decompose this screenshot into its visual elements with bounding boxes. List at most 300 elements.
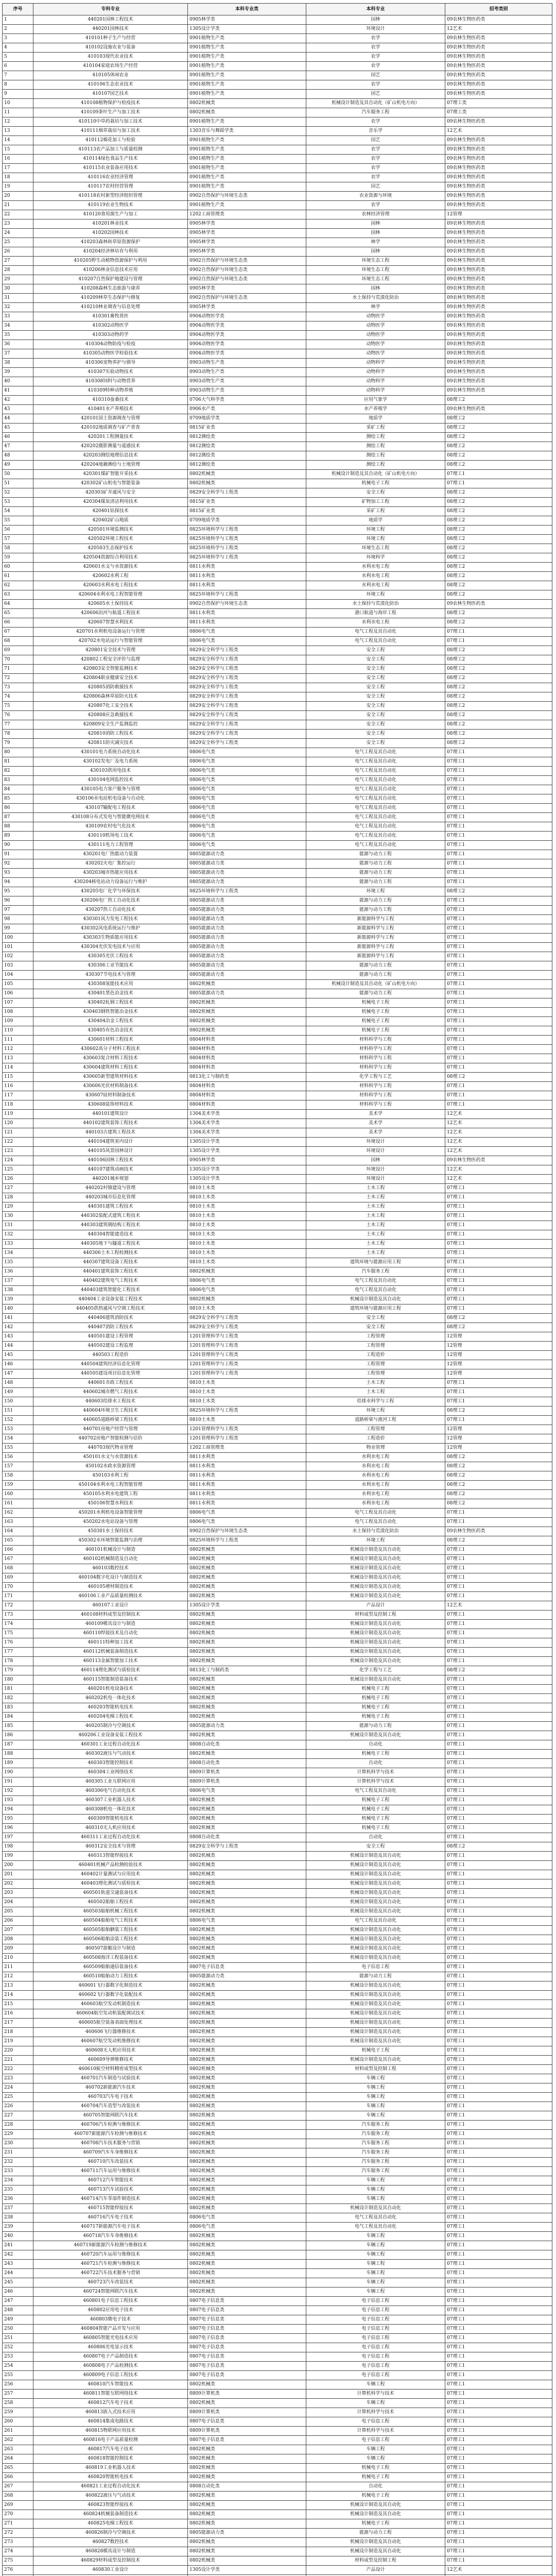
cell-undergrad-major-class: 0804材料类	[188, 1045, 306, 1054]
cell-serial: 18	[3, 173, 33, 182]
cell-undergrad-major-class: 0811水利类	[188, 1490, 306, 1499]
cell-undergrad-major: 机械设计制造及其自动化	[306, 2056, 445, 2065]
cell-junior-college-major: 410309特种动物养殖	[33, 386, 188, 396]
table-row	[3, 832, 552, 841]
cell-serial: 147	[3, 1369, 33, 1379]
cell-undergrad-major: 农学	[306, 53, 445, 62]
cell-junior-college-major: 460109模具设计与制造	[33, 1620, 188, 1629]
cell-serial: 252	[3, 2343, 33, 2352]
cell-junior-college-major: 410202园林技术	[33, 229, 188, 238]
cell-undergrad-major-class: 0825环境科学与工程类	[188, 544, 306, 553]
cell-junior-college-major: 430405有色冶金技术	[33, 1026, 188, 1036]
cell-undergrad-major: 水土保持与荒漠化防治	[306, 294, 445, 303]
cell-junior-college-major: 460707新能源汽车检测与维修技术	[33, 2130, 188, 2139]
table-row	[3, 2287, 552, 2297]
cell-undergrad-major: 机械设计制造及其自动化	[306, 1638, 445, 1648]
cell-undergrad-major-class: 0815矿业类	[188, 423, 306, 433]
cell-junior-college-major: 460801电子信息工程技术	[33, 2297, 188, 2306]
cell-junior-college-major: 440407消防工程技术	[33, 1323, 188, 1332]
cell-serial: 64	[3, 600, 33, 609]
cell-undergrad-major: 机械设计制造及其自动化	[306, 1295, 445, 1304]
cell-serial: 49	[3, 461, 33, 470]
cell-junior-college-major: 410204经济林培育与利用	[33, 247, 188, 257]
cell-serial: 232	[3, 2158, 33, 2167]
cell-undergrad-major: 工程管理	[306, 1332, 445, 1342]
cell-undergrad-major-class: 0902自然保护与环境生态类	[188, 294, 306, 303]
cell-serial: 262	[3, 2436, 33, 2445]
cell-junior-college-major: 440703现代物业管理	[33, 1444, 188, 1453]
table-row	[3, 2427, 552, 2436]
table-row	[3, 1648, 552, 1657]
cell-undergrad-major: 电气工程及其自动化	[306, 822, 445, 832]
cell-undergrad-major-class: 0829安全科学与工程类	[188, 692, 306, 702]
cell-serial: 255	[3, 2371, 33, 2380]
cell-exam-category: 09农林生物医药类	[445, 173, 552, 182]
cell-junior-college-major: 420203测绘地理信息技术	[33, 451, 188, 461]
cell-undergrad-major-class: 0905林学类	[188, 229, 306, 238]
cell-exam-category: 07理工1	[445, 1202, 552, 1212]
cell-exam-category: 09农林生物医药类	[445, 145, 552, 155]
cell-undergrad-major: 安全工程	[306, 1314, 445, 1323]
cell-junior-college-major: 410302动物医学	[33, 321, 188, 331]
cell-undergrad-major: 安全工程	[306, 1323, 445, 1332]
cell-exam-category: 07理工1	[445, 1379, 552, 1388]
cell-junior-college-major: 460401机械产品检测检验技术	[33, 1861, 188, 1870]
cell-undergrad-major: 机械设计制造及其自动化	[306, 1657, 445, 1666]
cell-undergrad-major: 机械设计制造及其自动化	[306, 1592, 445, 1601]
cell-exam-category: 07理工1	[445, 2325, 552, 2334]
cell-undergrad-major-class: 0802机械类	[188, 2278, 306, 2287]
cell-serial: 167	[3, 1555, 33, 1564]
table-row	[3, 1212, 552, 1221]
cell-exam-category: 09农林生物医药类	[445, 164, 552, 173]
table-row	[3, 2158, 552, 2167]
cell-junior-college-major: 410210林业调查与信息处理	[33, 303, 188, 312]
cell-exam-category: 07理工1	[445, 1731, 552, 1740]
cell-undergrad-major: 机械设计制造及其自动化	[306, 1954, 445, 1963]
cell-undergrad-major: 园林	[306, 284, 445, 294]
cell-junior-college-major: 410111烟草栽培与加工技术	[33, 127, 188, 136]
cell-undergrad-major: 机械设计制造及其自动化	[306, 1555, 445, 1564]
cell-undergrad-major-class: 0904动物医学类	[188, 321, 306, 331]
cell-junior-college-major: 410110中草药栽培与加工技术	[33, 117, 188, 127]
cell-serial: 130	[3, 1212, 33, 1221]
cell-junior-college-major: 440303建筑钢结构工程技术	[33, 1221, 188, 1230]
cell-exam-category: 07理工1	[445, 1879, 552, 1889]
cell-exam-category: 12管理	[445, 1434, 552, 1444]
cell-undergrad-major-class: 0806电气类	[188, 1787, 306, 1796]
cell-undergrad-major: 机械设计制造及其自动化	[306, 1981, 445, 1991]
cell-undergrad-major: 测绘工程	[306, 433, 445, 442]
cell-undergrad-major: 电气工程及其自动化	[306, 1518, 445, 1527]
cell-undergrad-major: 新能源科学与工程	[306, 934, 445, 943]
table-row	[3, 1277, 552, 1286]
table-row	[3, 1379, 552, 1388]
cell-junior-college-major: 420803安全智能监测技术	[33, 665, 188, 674]
cell-junior-college-major: 460301工业过程自动化技术	[33, 1740, 188, 1750]
cell-serial: 179	[3, 1666, 33, 1675]
cell-undergrad-major-class: 0810土木类	[188, 1193, 306, 1202]
cell-undergrad-major-class: 0802机械类	[188, 1805, 306, 1815]
cell-exam-category: 08理工2	[445, 433, 552, 442]
table-row	[3, 229, 552, 238]
cell-serial: 150	[3, 1397, 33, 1406]
cell-serial: 85	[3, 794, 33, 804]
table-row	[3, 1750, 552, 1759]
cell-undergrad-major-class: 0802机械类	[188, 1852, 306, 1861]
cell-junior-college-major: 460605航空装备表面处理技术	[33, 2019, 188, 2028]
cell-serial: 65	[3, 609, 33, 618]
cell-junior-college-major: 430202火电厂集控运行	[33, 859, 188, 869]
cell-exam-category: 07理工1	[445, 1295, 552, 1304]
cell-serial: 139	[3, 1295, 33, 1304]
cell-exam-category: 08理工2	[445, 1481, 552, 1490]
cell-exam-category: 07理工1	[445, 1740, 552, 1750]
table-row	[3, 62, 552, 71]
table-row	[3, 173, 552, 182]
cell-exam-category: 08理工2	[445, 498, 552, 507]
cell-serial: 5	[3, 53, 33, 62]
cell-junior-college-major: 440201园林技术	[33, 25, 188, 34]
cell-undergrad-major: 电气工程及其自动化	[306, 794, 445, 804]
cell-junior-college-major: 440701房地产经营与管理	[33, 1425, 188, 1434]
cell-undergrad-major-class: 0811水利类	[188, 1481, 306, 1490]
table-row	[3, 1128, 552, 1138]
table-row	[3, 1462, 552, 1471]
cell-serial: 199	[3, 1852, 33, 1861]
cell-exam-category: 07理工1	[445, 1564, 552, 1573]
table-row	[3, 896, 552, 906]
cell-undergrad-major-class: 0806电气类	[188, 822, 306, 832]
cell-junior-college-major: 420606治河与航道工程技术	[33, 609, 188, 618]
cell-undergrad-major: 化学工程与工艺	[306, 1666, 445, 1675]
cell-undergrad-major: 地质学	[306, 414, 445, 423]
cell-exam-category: 08理工2	[445, 655, 552, 665]
cell-undergrad-major: 机械设计制造及其自动化	[306, 1870, 445, 1879]
cell-serial: 210	[3, 1954, 33, 1963]
cell-serial: 109	[3, 1017, 33, 1026]
cell-undergrad-major: 机械电子工程	[306, 1713, 445, 1722]
table-row	[3, 1017, 552, 1026]
table-row	[3, 2510, 552, 2519]
table-row	[3, 1175, 552, 1184]
cell-exam-category: 07理工1	[445, 2297, 552, 2306]
cell-serial: 133	[3, 1240, 33, 1249]
cell-exam-category: 08理工2	[445, 711, 552, 720]
cell-undergrad-major: 电气工程及其自动化	[306, 841, 445, 850]
cell-undergrad-major-class: 1305设计学类	[188, 1147, 306, 1156]
cell-undergrad-major-class: 0809计算机类	[188, 2408, 306, 2417]
cell-serial: 243	[3, 2260, 33, 2269]
cell-serial: 264	[3, 2454, 33, 2464]
cell-junior-college-major: 410107园艺技术	[33, 90, 188, 99]
cell-undergrad-major-class: 0809计算机类	[188, 2427, 306, 2436]
cell-undergrad-major-class: 0811水利类	[188, 609, 306, 618]
cell-junior-college-major: 410102设施农业与装备	[33, 43, 188, 53]
cell-serial: 275	[3, 2556, 33, 2566]
cell-undergrad-major-class: 0802机械类	[188, 1703, 306, 1713]
cell-exam-category: 07理工1	[445, 2176, 552, 2185]
cell-serial: 29	[3, 275, 33, 284]
table-row	[3, 2315, 552, 2325]
cell-undergrad-major-class: 0902自然保护与环境生态类	[188, 257, 306, 266]
cell-serial: 117	[3, 1091, 33, 1100]
cell-exam-category: 07理工1	[445, 2315, 552, 2325]
table-row	[3, 451, 552, 461]
cell-undergrad-major-class: 0802机械类	[188, 1731, 306, 1740]
cell-junior-college-major: 460509船舶通信装备技术	[33, 1963, 188, 1972]
cell-undergrad-major: 动物科学	[306, 359, 445, 368]
cell-exam-category: 07理工1	[445, 470, 552, 479]
cell-junior-college-major: 430305光伏工程技术	[33, 952, 188, 961]
cell-junior-college-major: 440502建设工程监理	[33, 1342, 188, 1351]
cell-serial: 256	[3, 2380, 33, 2389]
table-row	[3, 1981, 552, 1991]
cell-junior-college-major: 440401建筑装饰工程技术	[33, 1267, 188, 1277]
table-row	[3, 2389, 552, 2399]
cell-exam-category: 07理工1	[445, 934, 552, 943]
cell-exam-category: 07理工1	[445, 1277, 552, 1286]
cell-serial: 32	[3, 303, 33, 312]
cell-junior-college-major: 460403理化测试与质检技术	[33, 1879, 188, 1889]
cell-undergrad-major-class: 1201管理科学与工程类	[188, 1425, 306, 1434]
cell-junior-college-major: 440603给排水工程技术	[33, 1397, 188, 1406]
cell-undergrad-major: 车辆工程	[306, 2269, 445, 2278]
cell-undergrad-major-class: 0905林学类	[188, 1156, 306, 1165]
cell-undergrad-major-class: 0802机械类	[188, 2102, 306, 2111]
table-row	[3, 1972, 552, 1981]
cell-undergrad-major: 土木工程	[306, 1221, 445, 1230]
cell-undergrad-major: 机械电子工程	[306, 1008, 445, 1017]
cell-undergrad-major: 计算机科学与技术	[306, 1777, 445, 1787]
cell-undergrad-major: 计算机科学与技术	[306, 2389, 445, 2399]
cell-junior-college-major: 410310蚕桑技术	[33, 396, 188, 405]
cell-undergrad-major-class: 0904动物医学类	[188, 340, 306, 349]
table-row	[3, 655, 552, 665]
cell-undergrad-major: 自动化	[306, 1833, 445, 1842]
cell-exam-category: 07理工1	[445, 2056, 552, 2065]
cell-exam-category: 09农林生物医药类	[445, 80, 552, 90]
cell-serial: 142	[3, 1323, 33, 1332]
cell-junior-college-major: 410108植物保护与检疫技术	[33, 99, 188, 108]
cell-undergrad-major-class: 0802机械类	[188, 2167, 306, 2176]
cell-junior-college-major: 460716汽车电子技术	[33, 2213, 188, 2223]
cell-exam-category: 07理工1	[445, 1722, 552, 1731]
cell-undergrad-major: 园艺	[306, 90, 445, 99]
cell-undergrad-major-class: 0802机械类	[188, 479, 306, 488]
cell-exam-category: 07理工1	[445, 906, 552, 915]
cell-exam-category: 07理工1	[445, 1694, 552, 1703]
cell-junior-college-major: 440101建筑设计	[33, 1110, 188, 1119]
cell-undergrad-major-class: 0806电气类	[188, 767, 306, 776]
cell-undergrad-major: 汽车服务工程	[306, 2148, 445, 2158]
cell-junior-college-major: 410208森林生态旅游与康养	[33, 284, 188, 294]
table-body	[3, 15, 552, 2576]
cell-undergrad-major-class: 0804材料类	[188, 1082, 306, 1091]
table-row	[3, 396, 552, 405]
cell-undergrad-major: 能源与动力工程	[306, 906, 445, 915]
cell-serial: 242	[3, 2250, 33, 2260]
cell-undergrad-major: 车辆工程	[306, 2093, 445, 2102]
table-row	[3, 2278, 552, 2287]
cell-exam-category: 07理工1	[445, 2204, 552, 2213]
table-row	[3, 349, 552, 359]
cell-exam-category: 07理工1	[445, 2158, 552, 2167]
cell-exam-category: 07理工1	[445, 776, 552, 785]
table-row	[3, 1815, 552, 1824]
cell-undergrad-major: 自动化	[306, 1740, 445, 1750]
cell-serial: 25	[3, 238, 33, 247]
cell-junior-college-major: 430608装饰材料技术	[33, 1100, 188, 1110]
cell-junior-college-major: 460713汽车试验技术	[33, 2185, 188, 2195]
cell-exam-category: 09农林生物医药类	[445, 1156, 552, 1165]
cell-junior-college-major: 420605水土保持技术	[33, 600, 188, 609]
cell-exam-category: 07理工1	[445, 850, 552, 859]
cell-junior-college-major: 430602高分子材料工程技术	[33, 1045, 188, 1054]
cell-exam-category: 07理工1	[445, 804, 552, 813]
cell-serial: 45	[3, 423, 33, 433]
cell-undergrad-major: 材料科学与工程	[306, 1036, 445, 1045]
cell-serial: 191	[3, 1777, 33, 1787]
cell-junior-college-major: 430105电力客户服务与管理	[33, 785, 188, 794]
cell-undergrad-major-class: 0809计算机类	[188, 1768, 306, 1777]
cell-undergrad-major: 美术学	[306, 1128, 445, 1138]
cell-exam-category: 07理工1	[445, 2093, 552, 2102]
cell-junior-college-major: 440301建筑工程技术	[33, 1202, 188, 1212]
cell-serial: 43	[3, 405, 33, 414]
cell-undergrad-major: 车辆工程	[306, 2278, 445, 2287]
cell-serial: 98	[3, 915, 33, 924]
cell-undergrad-major-class: 0802机械类	[188, 1981, 306, 1991]
cell-undergrad-major: 工程管理	[306, 1360, 445, 1369]
cell-undergrad-major: 材料科学与工程	[306, 1100, 445, 1110]
cell-serial: 245	[3, 2278, 33, 2287]
cell-undergrad-major: 电气工程及其自动化	[306, 832, 445, 841]
cell-serial: 38	[3, 359, 33, 368]
cell-exam-category: 07理工1	[445, 1388, 552, 1397]
cell-serial: 26	[3, 247, 33, 257]
cell-junior-college-major: 450104水利水电工程智能管理	[33, 1481, 188, 1490]
cell-serial: 222	[3, 2065, 33, 2074]
cell-undergrad-major-class: 0802机械类	[188, 2111, 306, 2121]
cell-exam-category: 07理工1	[445, 748, 552, 757]
cell-serial: 144	[3, 1342, 33, 1351]
cell-serial: 198	[3, 1842, 33, 1852]
table-row	[3, 1787, 552, 1796]
cell-exam-category: 07理工1	[445, 767, 552, 776]
cell-junior-college-major: 460816电子产品质量检测	[33, 2436, 188, 2445]
cell-exam-category: 08理工2	[445, 572, 552, 581]
cell-serial: 73	[3, 683, 33, 692]
cell-exam-category: 09农林生物医药类	[445, 1527, 552, 1536]
cell-undergrad-major: 机械设计制造及其自动化	[306, 2019, 445, 2028]
cell-serial: 194	[3, 1805, 33, 1815]
table-row	[3, 1258, 552, 1267]
cell-exam-category: 07理工1	[445, 943, 552, 952]
cell-undergrad-major: 电子信息工程	[306, 2436, 445, 2445]
cell-undergrad-major: 环境工程	[306, 590, 445, 600]
cell-undergrad-major-class: 1305设计学类	[188, 1165, 306, 1175]
cell-undergrad-major-class: 0802机械类	[188, 1954, 306, 1963]
cell-undergrad-major: 车辆工程	[306, 2195, 445, 2204]
cell-junior-college-major: 430206电厂热工自动化技术	[33, 896, 188, 906]
cell-undergrad-major-class: 0802机械类	[188, 2037, 306, 2046]
cell-serial: 270	[3, 2510, 33, 2519]
cell-undergrad-major-class: 0811水利类	[188, 1453, 306, 1462]
cell-exam-category: 09农林生物医药类	[445, 71, 552, 80]
cell-undergrad-major: 园艺	[306, 71, 445, 80]
cell-serial: 274	[3, 2547, 33, 2556]
cell-serial: 215	[3, 2000, 33, 2009]
cell-undergrad-major-class: 1202工商管理类	[188, 210, 306, 219]
table-row	[3, 1675, 552, 1685]
cell-junior-college-major: 440307建筑设备工程技术	[33, 1258, 188, 1267]
cell-exam-category: 07理工1	[445, 2185, 552, 2195]
cell-exam-category: 08理工2	[445, 674, 552, 683]
cell-undergrad-major: 电气工程及其自动化	[306, 628, 445, 637]
cell-undergrad-major: 车辆工程	[306, 2399, 445, 2408]
cell-undergrad-major-class: 0829安全科学与工程类	[188, 730, 306, 739]
cell-junior-college-major: 410306宠物养护与驯导	[33, 359, 188, 368]
cell-serial: 58	[3, 544, 33, 553]
cell-undergrad-major: 采矿工程	[306, 423, 445, 433]
cell-undergrad-major: 园艺	[306, 136, 445, 145]
cell-junior-college-major: 420607智慧水利技术	[33, 618, 188, 628]
cell-undergrad-major-class: 0802机械类	[188, 980, 306, 989]
cell-junior-college-major: 410301畜牧兽医	[33, 312, 188, 321]
cell-undergrad-major-class: 0806电气类	[188, 1518, 306, 1527]
cell-serial: 101	[3, 943, 33, 952]
table-row	[3, 442, 552, 451]
cell-undergrad-major: 汽车服务工程	[306, 1267, 445, 1277]
cell-serial: 230	[3, 2139, 33, 2148]
cell-serial: 217	[3, 2019, 33, 2028]
cell-undergrad-major: 机械电子工程	[306, 1703, 445, 1713]
cell-exam-category: 07理工1	[445, 1870, 552, 1879]
table-row	[3, 1063, 552, 1073]
cell-undergrad-major-class: 0829安全科学与工程类	[188, 674, 306, 683]
header-serial: 序号	[3, 4, 33, 15]
cell-undergrad-major: 机械设计制造及其自动化	[306, 2037, 445, 2046]
table-row	[3, 2065, 552, 2074]
cell-undergrad-major-class: 0802机械类	[188, 2185, 306, 2195]
cell-junior-college-major: 410303动物药学	[33, 331, 188, 340]
cell-exam-category: 07理工1	[445, 1926, 552, 1935]
cell-junior-college-major: 420801安全技术与管理	[33, 646, 188, 655]
cell-undergrad-major: 水利水电工程	[306, 1453, 445, 1462]
cell-junior-college-major: 430404冶金工程技术	[33, 1017, 188, 1026]
cell-exam-category: 08理工2	[445, 1666, 552, 1675]
cell-undergrad-major: 电气工程及其自动化	[306, 1286, 445, 1295]
cell-undergrad-major-class: 0806电气类	[188, 785, 306, 794]
cell-exam-category: 07理工1	[445, 2130, 552, 2139]
cell-undergrad-major: 水利水电工程	[306, 1481, 445, 1490]
cell-exam-category: 08理工2	[445, 423, 552, 433]
cell-exam-category: 07理工1	[445, 2083, 552, 2093]
cell-junior-college-major: 410105休闲农业	[33, 71, 188, 80]
cell-exam-category: 07理工1	[445, 1045, 552, 1054]
cell-undergrad-major-class: 0802机械类	[188, 1657, 306, 1666]
cell-exam-category: 07理工1	[445, 952, 552, 961]
cell-exam-category: 07理工1	[445, 2287, 552, 2297]
cell-undergrad-major: 环境生态工程	[306, 266, 445, 275]
cell-undergrad-major-class: 0802机械类	[188, 1017, 306, 1026]
cell-junior-college-major: 460504船舶电气工程技术	[33, 1917, 188, 1926]
cell-junior-college-major: 460601飞行器数字化制造技术	[33, 1981, 188, 1991]
cell-junior-college-major: 430205电厂化学与环保技术	[33, 887, 188, 896]
table-row	[3, 359, 552, 368]
cell-undergrad-major-class: 1202工商管理类	[188, 1444, 306, 1453]
